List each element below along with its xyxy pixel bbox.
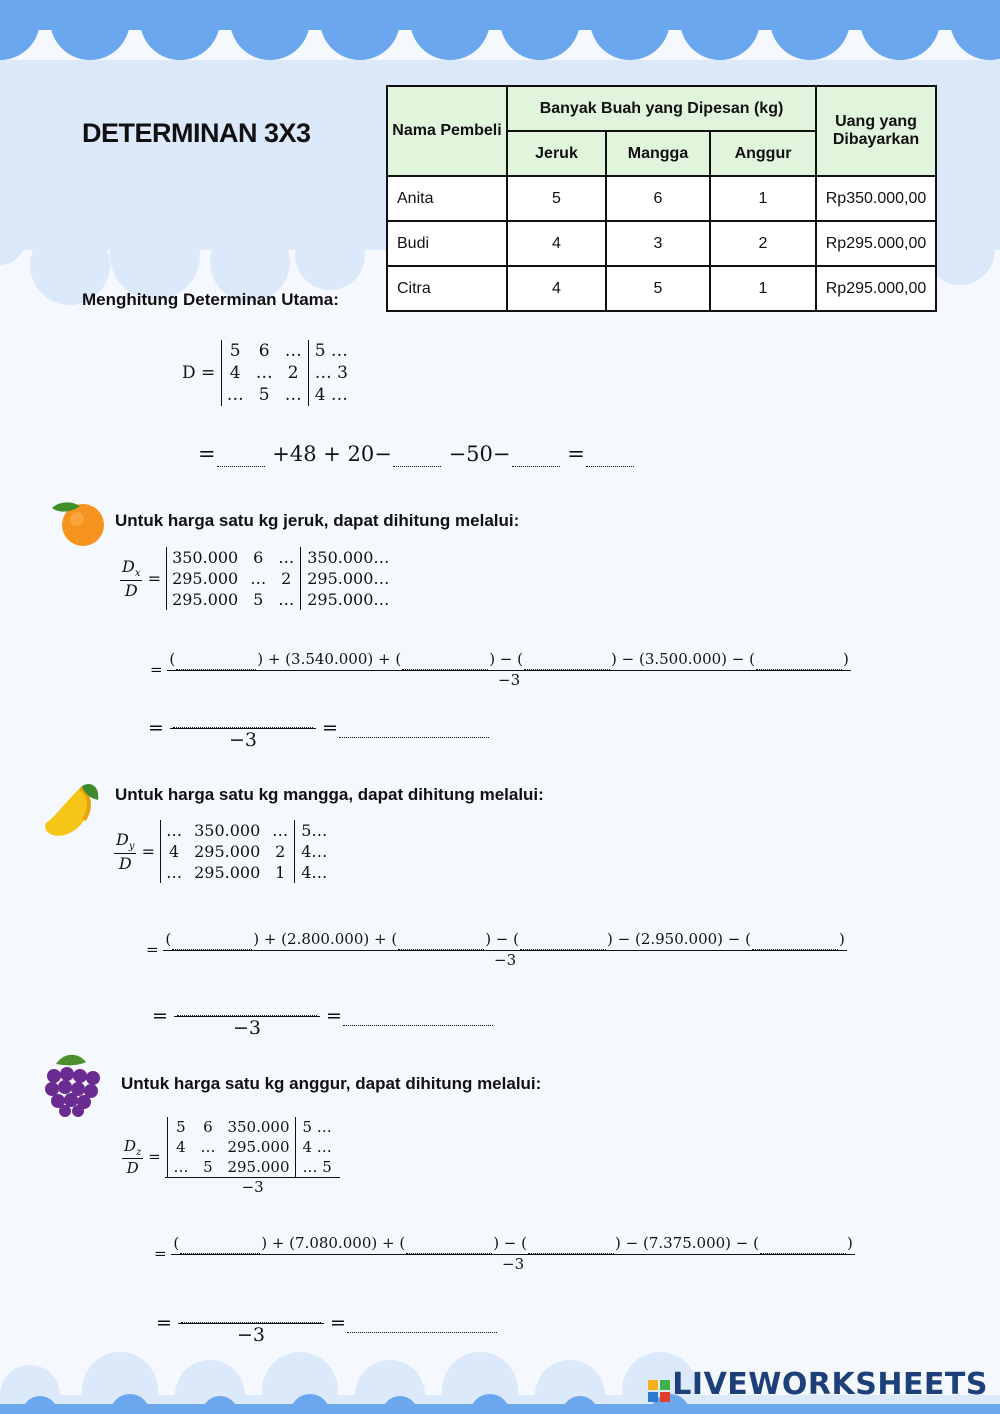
anggur-heading: Untuk harga satu kg anggur, dapat dihitung melalui: bbox=[121, 1074, 542, 1093]
table-row: Anita 5 6 1 Rp350.000,00 bbox=[387, 176, 936, 221]
orange-icon bbox=[50, 498, 106, 548]
mangga-numerator[interactable] bbox=[177, 999, 317, 1016]
det-label: D = bbox=[182, 363, 216, 383]
main-determinant: D = 5 6 … 5 … 4 … 2 … 3 … 5 … 4 … bbox=[182, 340, 354, 406]
jeruk-answer[interactable] bbox=[339, 721, 489, 738]
mangga-term-3[interactable] bbox=[520, 933, 606, 950]
jeruk-term-4[interactable] bbox=[756, 653, 842, 670]
anggur-term-2[interactable] bbox=[406, 1237, 492, 1254]
mango-icon bbox=[40, 778, 102, 840]
jeruk-expansion: = $\frac{( ) + (3.540.000) + ( ) - ( ) - (3.500.000) - ( )}{-3}$ bbox=[150, 650, 849, 689]
mangga-determinant: $\frac{D_y}{D}$ = … 350.000 … 5… 4 295.000 2 4… … 295.000 1 4… bbox=[114, 820, 333, 883]
brand-icon bbox=[648, 1375, 670, 1397]
table-row: Citra 4 5 1 Rp295.000,00 bbox=[387, 266, 936, 311]
mangga-expansion: = $\frac{( ) + (2.800.000) + ( ) - ( ) - (2.950.000) - ( )}{-3}$ bbox=[146, 930, 845, 969]
anggur-result: = −3 = bbox=[156, 1300, 498, 1346]
jeruk-numerator[interactable] bbox=[173, 711, 313, 728]
anggur-term-4[interactable] bbox=[760, 1237, 846, 1254]
anggur-answer[interactable] bbox=[347, 1316, 497, 1333]
jeruk-term-1[interactable] bbox=[176, 653, 256, 670]
anggur-expansion: = $\frac{( ) + (7.080.000) + ( ) - ( ) - (7.375.000) - ( )}{-3}$ bbox=[154, 1234, 853, 1273]
jeruk-determinant: $\frac{D_x}{D}$ = 350.000 6 … 350.000… 295.000 … 2 295.000… 295.000 5 … 295.000… bbox=[120, 547, 395, 610]
main-answer-1[interactable] bbox=[217, 450, 265, 467]
jeruk-term-3[interactable] bbox=[524, 653, 610, 670]
anggur-term-1[interactable] bbox=[180, 1237, 260, 1254]
main-answer-2[interactable] bbox=[393, 450, 441, 467]
header-anggur: Anggur bbox=[710, 131, 816, 176]
jeruk-result: = −3 = bbox=[148, 705, 490, 751]
main-answer-result[interactable] bbox=[586, 450, 634, 467]
jeruk-term-2[interactable] bbox=[402, 653, 488, 670]
mangga-heading: Untuk harga satu kg mangga, dapat dihitung melalui: bbox=[115, 785, 544, 804]
header-mangga: Mangga bbox=[606, 131, 710, 176]
header-fruits-group: Banyak Buah yang Dipesan (kg) bbox=[507, 86, 816, 131]
main-answer-3[interactable] bbox=[512, 450, 560, 467]
mangga-term-1[interactable] bbox=[172, 933, 252, 950]
header-buyer: Nama Pembeli bbox=[387, 86, 507, 176]
brand-logo: LIVEWORKSHEETS bbox=[648, 1367, 988, 1402]
anggur-numerator[interactable] bbox=[181, 1306, 321, 1323]
jeruk-heading: Untuk harga satu kg jeruk, dapat dihitung melalui: bbox=[115, 511, 520, 530]
mangga-answer[interactable] bbox=[343, 1009, 493, 1026]
grape-icon bbox=[38, 1052, 106, 1118]
page-title: DETERMINAN 3X3 bbox=[82, 118, 311, 148]
anggur-term-3[interactable] bbox=[528, 1237, 614, 1254]
main-expression: = +48 + 20− −50− = bbox=[198, 442, 635, 467]
mangga-result: = −3 = bbox=[152, 993, 494, 1039]
mangga-term-2[interactable] bbox=[398, 933, 484, 950]
table-row: Budi 4 3 2 Rp295.000,00 bbox=[387, 221, 936, 266]
mangga-term-4[interactable] bbox=[752, 933, 838, 950]
header-jeruk: Jeruk bbox=[507, 131, 606, 176]
order-table bbox=[386, 85, 937, 312]
header-paid: Uang yang Dibayarkan bbox=[816, 86, 936, 176]
main-heading: Menghitung Determinan Utama: bbox=[82, 290, 339, 309]
anggur-determinant: $\frac{D_z}{D}$ = 5 6 350.000 5 … 4 … 295.000 4 … … 5 295.000 … 5 −3 bbox=[122, 1117, 340, 1196]
